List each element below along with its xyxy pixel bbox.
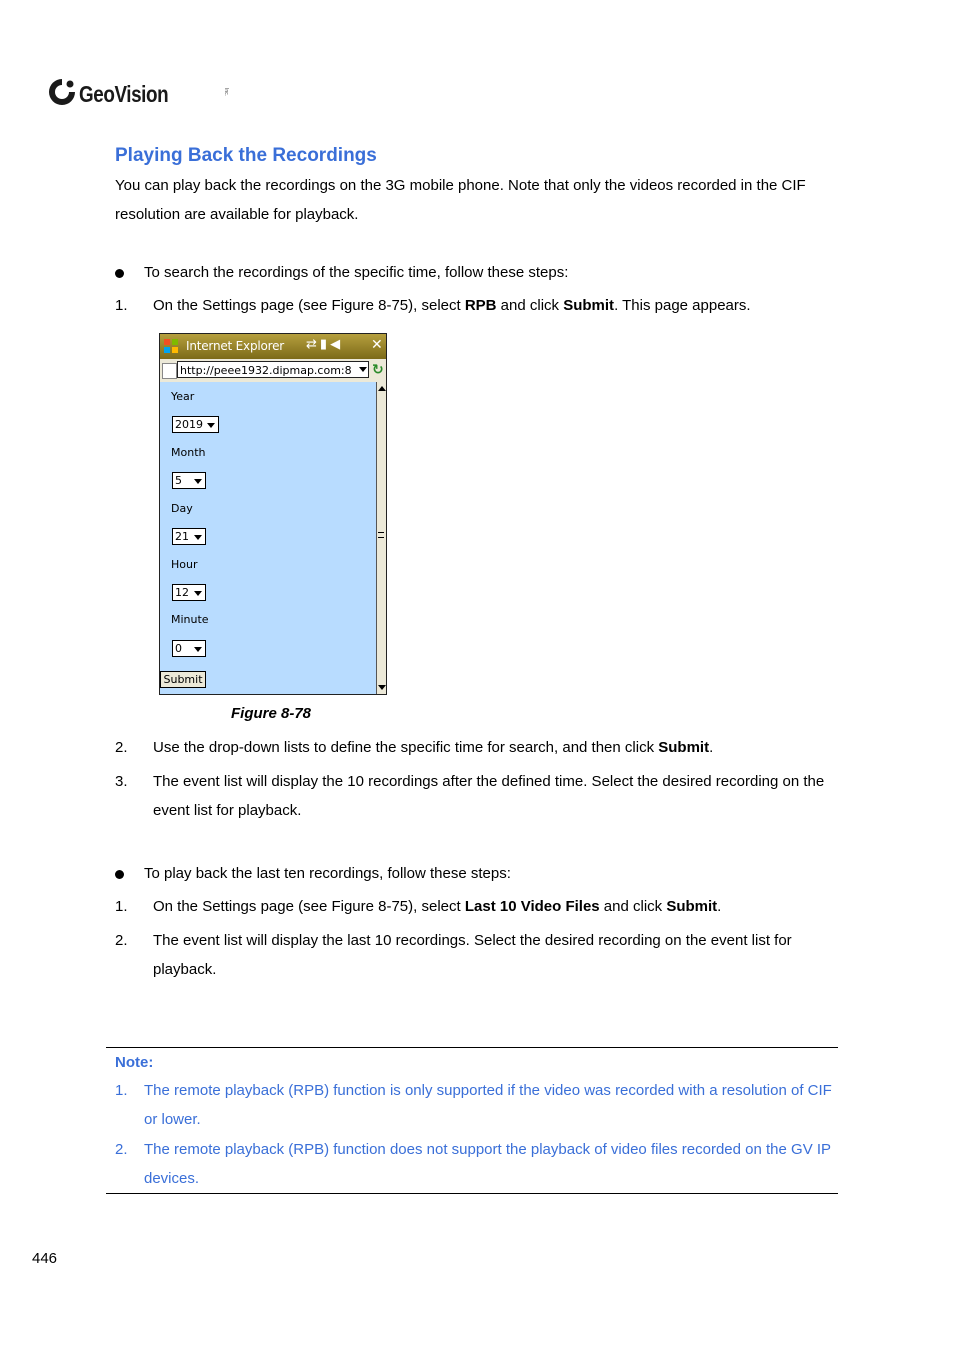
hour-label: Hour — [171, 558, 198, 571]
note-text: The remote playback (RPB) function does not support the playback of video files recorded on the GV IP devices. — [144, 1141, 831, 1187]
bullet-dot-icon — [115, 870, 124, 879]
bullet-dot-icon — [115, 269, 124, 278]
ie-titlebar — [160, 334, 386, 359]
step-text: The event list will display the 10 recordings after the defined time. Select the desired recording on the event list for playback. — [153, 773, 825, 819]
note-number: 2. — [115, 1141, 128, 1158]
month-select[interactable]: 5 — [172, 472, 206, 489]
figure-caption: Figure 8-78 — [231, 705, 312, 722]
chevron-down-icon — [207, 423, 215, 428]
hour-select[interactable]: 12 — [172, 584, 206, 601]
address-bar — [160, 359, 386, 382]
step-text: Use the drop-down lists to define the specific time for search, and then click Submit. — [153, 739, 714, 756]
year-label: Year — [171, 390, 195, 403]
chevron-down-icon — [194, 647, 202, 652]
search-step-2 — [115, 734, 845, 764]
step-number: 1. — [115, 297, 128, 314]
step-text: On the Settings page (see Figure 8-75), select Last 10 Video Files and click Submit. — [153, 898, 722, 915]
step-number: 2. — [115, 739, 128, 756]
vertical-scrollbar[interactable] — [376, 382, 386, 694]
bullet-search-text: To search the recordings of the specific time, follow these steps: — [144, 264, 569, 281]
day-label: Day — [171, 502, 193, 515]
geovision-logo-mark-icon — [46, 76, 78, 108]
close-icon[interactable]: ✕ — [371, 337, 383, 353]
last10-step-1 — [115, 893, 845, 923]
windows-start-icon[interactable] — [163, 338, 179, 354]
scroll-thumb[interactable] — [378, 532, 384, 538]
go-refresh-icon[interactable]: ↻ — [372, 362, 384, 378]
connection-icon: ⇄ — [306, 337, 320, 352]
month-label: Month — [171, 446, 206, 459]
last10-step-2 — [115, 927, 845, 987]
logo-brand-text: GeoVision — [79, 81, 169, 107]
submit-button[interactable]: Submit — [160, 671, 206, 688]
search-step-1 — [115, 292, 845, 322]
step-number: 2. — [115, 932, 128, 949]
signal-icon: ▮ — [319, 337, 331, 352]
minute-label: Minute — [171, 613, 209, 626]
note-number: 1. — [115, 1082, 128, 1099]
phone-screenshot — [159, 333, 387, 695]
note-box — [106, 1047, 838, 1194]
step-text: On the Settings page (see Figure 8-75), select RPB and click Submit. This page appears. — [153, 297, 751, 314]
section-title: Playing Back the Recordings — [115, 145, 377, 166]
year-select[interactable]: 2019 — [172, 416, 219, 433]
step-text: The event list will display the last 10 recordings. Select the desired recording on the event list for playback. — [153, 932, 792, 978]
scroll-up-icon[interactable] — [378, 386, 386, 391]
note-text: The remote playback (RPB) function is only supported if the video was recorded with a resolution of CIF or lower. — [144, 1082, 832, 1128]
step-number: 3. — [115, 773, 128, 790]
logo-suffix: Inc. — [223, 88, 229, 97]
rpb-form — [160, 382, 376, 694]
chevron-down-icon — [194, 535, 202, 540]
volume-icon: ◀ — [330, 337, 344, 352]
page-number: 446 — [32, 1250, 58, 1267]
chevron-down-icon — [194, 479, 202, 484]
url-dropdown-icon[interactable] — [359, 367, 367, 372]
page-icon — [162, 363, 177, 379]
url-input[interactable]: http://peee1932.dipmap.com:8 — [177, 361, 369, 378]
search-step-3 — [115, 768, 845, 828]
status-icons — [306, 337, 343, 352]
bullet-last10-text: To play back the last ten recordings, follow these steps: — [144, 865, 511, 882]
intro-paragraph: You can play back the recordings on the 3G mobile phone. Note that only the videos recorded in the CIF resolution are available for playback. — [115, 177, 806, 223]
note-title: Note: — [115, 1054, 154, 1071]
scroll-down-icon[interactable] — [378, 685, 386, 690]
day-select[interactable]: 21 — [172, 528, 206, 545]
minute-select[interactable]: 0 — [172, 640, 206, 657]
window-title: Internet Explorer — [186, 339, 285, 353]
step-number: 1. — [115, 898, 128, 915]
chevron-down-icon — [194, 591, 202, 596]
